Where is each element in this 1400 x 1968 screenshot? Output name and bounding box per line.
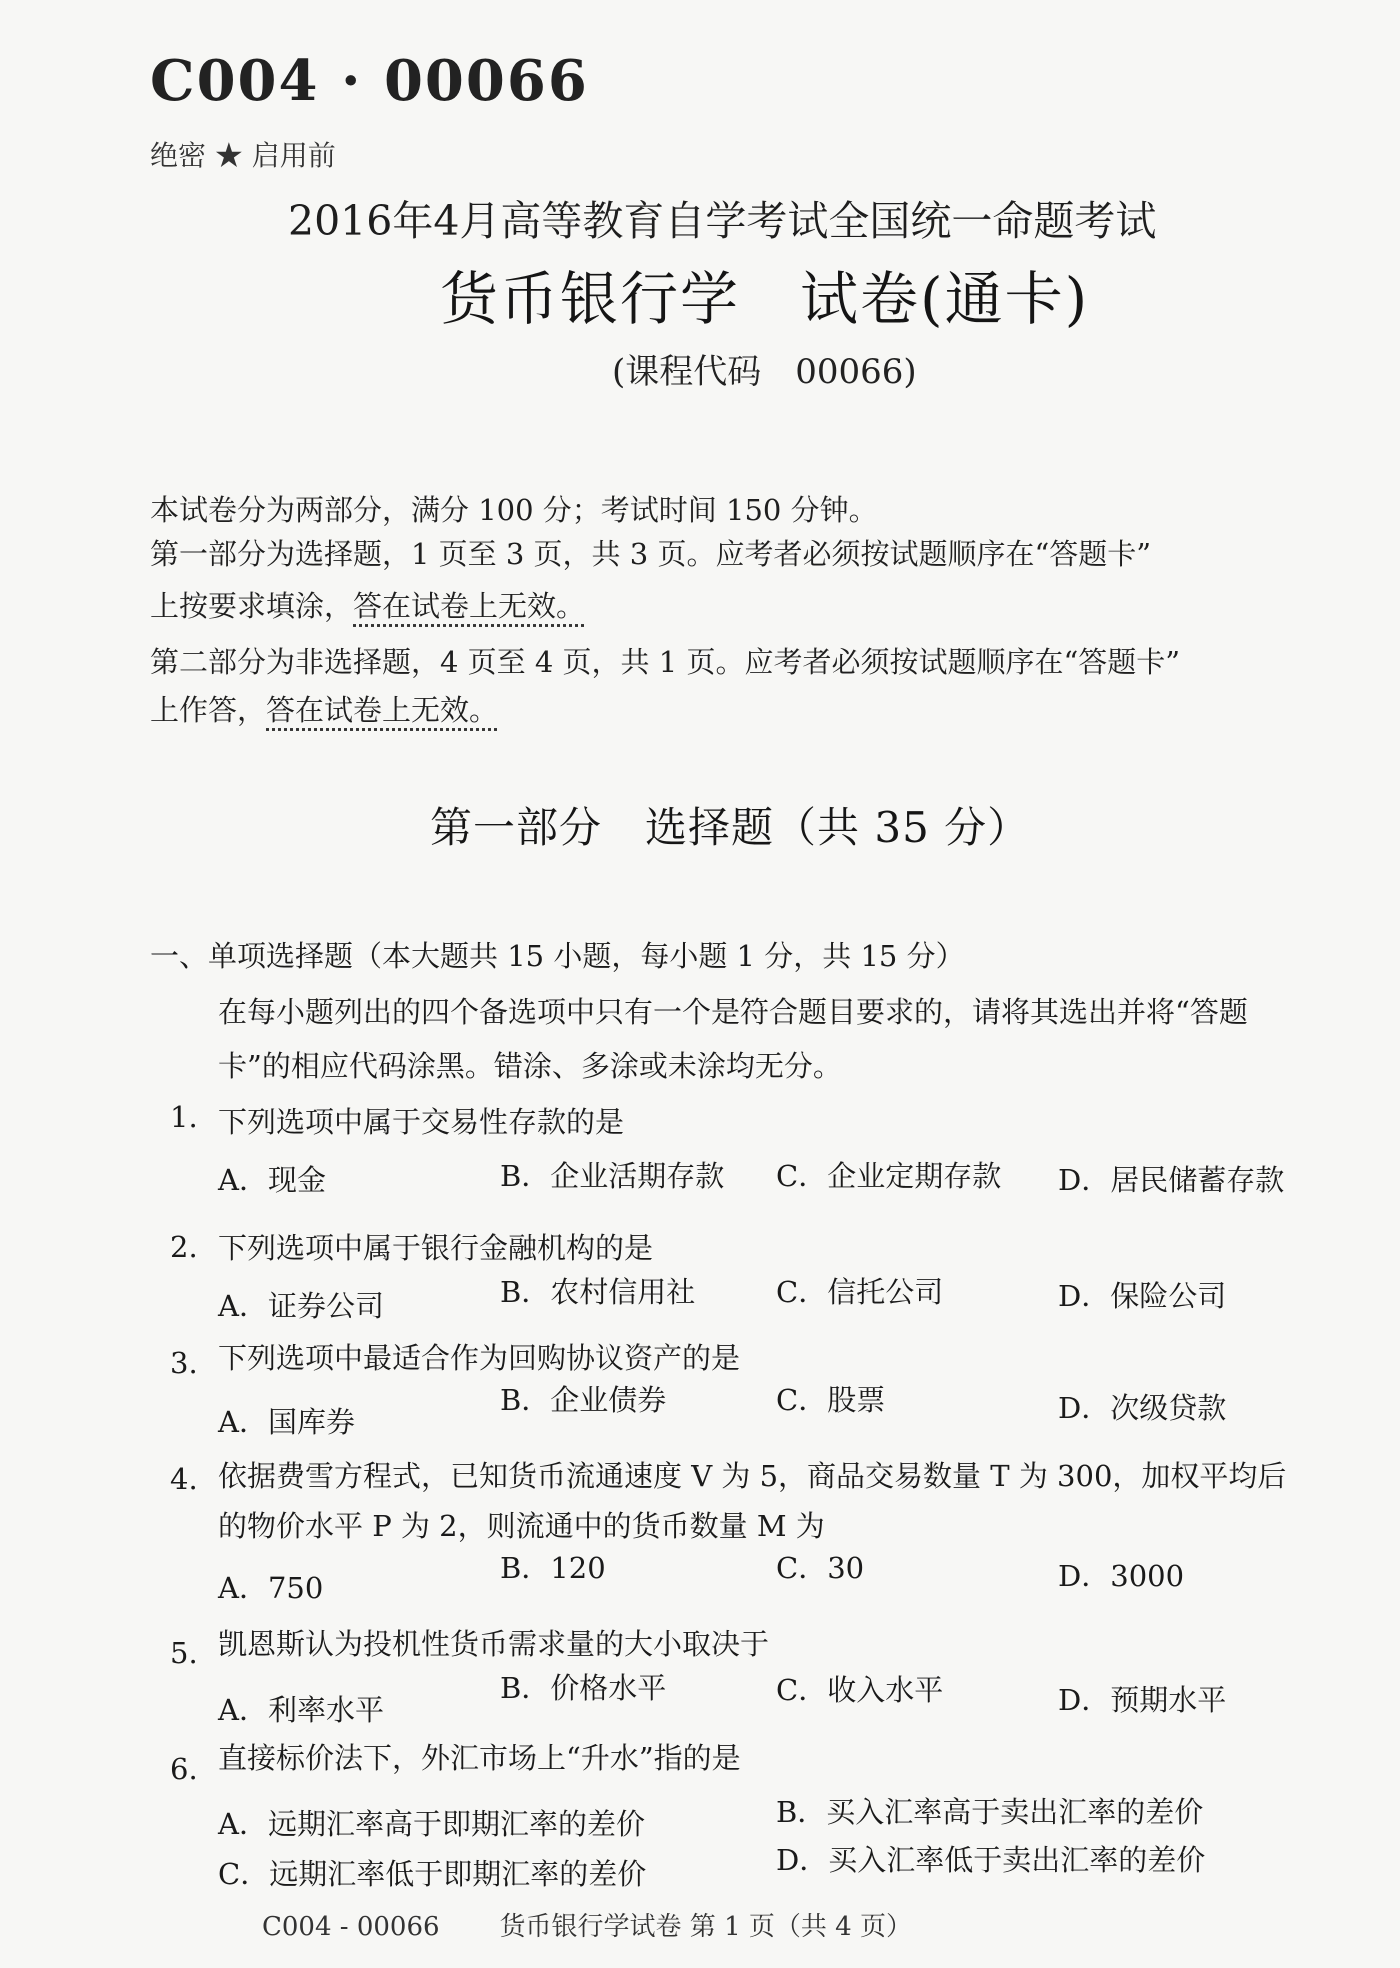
page-footer <box>262 1906 972 1943</box>
paper-title: 货币银行学 试卷(通卡) <box>440 265 1090 333</box>
note-line-4: 第二部分为非选择题，4 页至 4 页，共 1 页。应考者必须按试题顺序在“答题卡” <box>150 645 1181 679</box>
option-a: A．证券公司 <box>218 1289 384 1323</box>
question-4 <box>0 1442 1400 1605</box>
question-text: 下列选项中最适合作为回购协议资产的是 <box>218 1341 741 1375</box>
question-number: 1. <box>170 1100 198 1134</box>
question-text: 凯恩斯认为投机性货币需求量的大小取决于 <box>218 1627 770 1661</box>
option-d: D．保险公司 <box>1058 1279 1227 1313</box>
question-text: 下列选项中属于交易性存款的是 <box>218 1105 625 1139</box>
option-a: A．现金 <box>218 1163 326 1197</box>
option-d: D．次级贷款 <box>1058 1391 1227 1425</box>
option-b: B．120 <box>500 1551 606 1585</box>
option-d: D．预期水平 <box>1058 1683 1227 1717</box>
option-c: C．信托公司 <box>776 1275 944 1309</box>
note-line-5 <box>150 688 498 729</box>
question-number: 4. <box>170 1462 198 1496</box>
question-number: 3. <box>170 1346 198 1380</box>
question-number: 5. <box>170 1636 198 1670</box>
option-b: B．农村信用社 <box>500 1275 696 1309</box>
exam-title: 2016年4月高等教育自学考试全国统一命题考试 <box>288 197 1157 245</box>
option-a: A．利率水平 <box>218 1693 384 1727</box>
question-3 <box>0 1336 1400 1439</box>
section1-instruction-1: 在每小题列出的四个备选项中只有一个是符合题目要求的，请将其选出并将“答题 <box>218 995 1248 1029</box>
paper-code-header: C004 · 00066 <box>150 48 589 114</box>
question-number: 6. <box>170 1752 198 1786</box>
option-c: C．企业定期存款 <box>776 1159 1002 1193</box>
footer-code: C004 - 00066 <box>262 1912 440 1942</box>
option-b: B．买入汇率高于卖出汇率的差价 <box>776 1795 1204 1829</box>
option-a: A．远期汇率高于即期汇率的差价 <box>218 1807 645 1841</box>
option-c: C．30 <box>776 1551 865 1585</box>
option-c: C．收入水平 <box>776 1673 944 1707</box>
question-1 <box>0 1100 1400 1200</box>
option-b: B．企业债券 <box>500 1383 667 1417</box>
question-6 <box>0 1722 1400 1891</box>
question-2 <box>0 1226 1400 1326</box>
note-line-3-text: 上按要求填涂， <box>150 589 354 623</box>
note-line-1: 本试卷分为两部分，满分 100 分；考试时间 150 分钟。 <box>150 493 878 527</box>
note-line-3 <box>150 584 585 625</box>
footer-page-number: 货币银行学试卷 第 1 页（共 4 页） <box>499 1912 912 1942</box>
note-line-5-text: 上作答， <box>150 693 267 727</box>
question-text: 依据费雪方程式，已知货币流通速度 V 为 5，商品交易数量 T 为 300，加权平均后 <box>218 1459 1287 1493</box>
option-d: D．3000 <box>1058 1559 1185 1593</box>
question-number: 2. <box>170 1230 198 1264</box>
section1-heading: 一、单项选择题（本大题共 15 小题，每小题 1 分，共 15 分） <box>150 939 965 973</box>
option-c: C．远期汇率低于即期汇率的差价 <box>218 1857 647 1891</box>
question-5 <box>0 1612 1400 1727</box>
option-c: C．股票 <box>776 1383 886 1417</box>
part1-title: 第一部分 选择题（共 35 分） <box>430 803 1031 852</box>
note-line-2: 第一部分为选择题，1 页至 3 页，共 3 页。应考者必须按试题顺序在“答题卡” <box>150 537 1152 571</box>
option-d: D．居民储蓄存款 <box>1058 1163 1285 1197</box>
question-text-continued: 的物价水平 P 为 2，则流通中的货币数量 M 为 <box>218 1509 825 1543</box>
secret-label: 绝密 ★ 启用前 <box>150 139 336 172</box>
note-line-3-emphasis: 答在试卷上无效。 <box>353 589 586 623</box>
option-b: B．企业活期存款 <box>500 1159 725 1193</box>
option-a: A．国库券 <box>218 1405 355 1439</box>
option-a: A．750 <box>218 1571 324 1605</box>
note-line-5-emphasis: 答在试卷上无效。 <box>266 693 499 727</box>
option-d: D．买入汇率低于卖出汇率的差价 <box>776 1843 1206 1877</box>
question-text: 下列选项中属于银行金融机构的是 <box>218 1231 654 1265</box>
course-code: (课程代码 00066) <box>612 352 917 392</box>
option-b: B．价格水平 <box>500 1671 667 1705</box>
question-text: 直接标价法下，外汇市场上“升水”指的是 <box>218 1741 741 1775</box>
section1-instruction-2: 卡”的相应代码涂黑。错涂、多涂或未涂均无分。 <box>218 1049 842 1083</box>
